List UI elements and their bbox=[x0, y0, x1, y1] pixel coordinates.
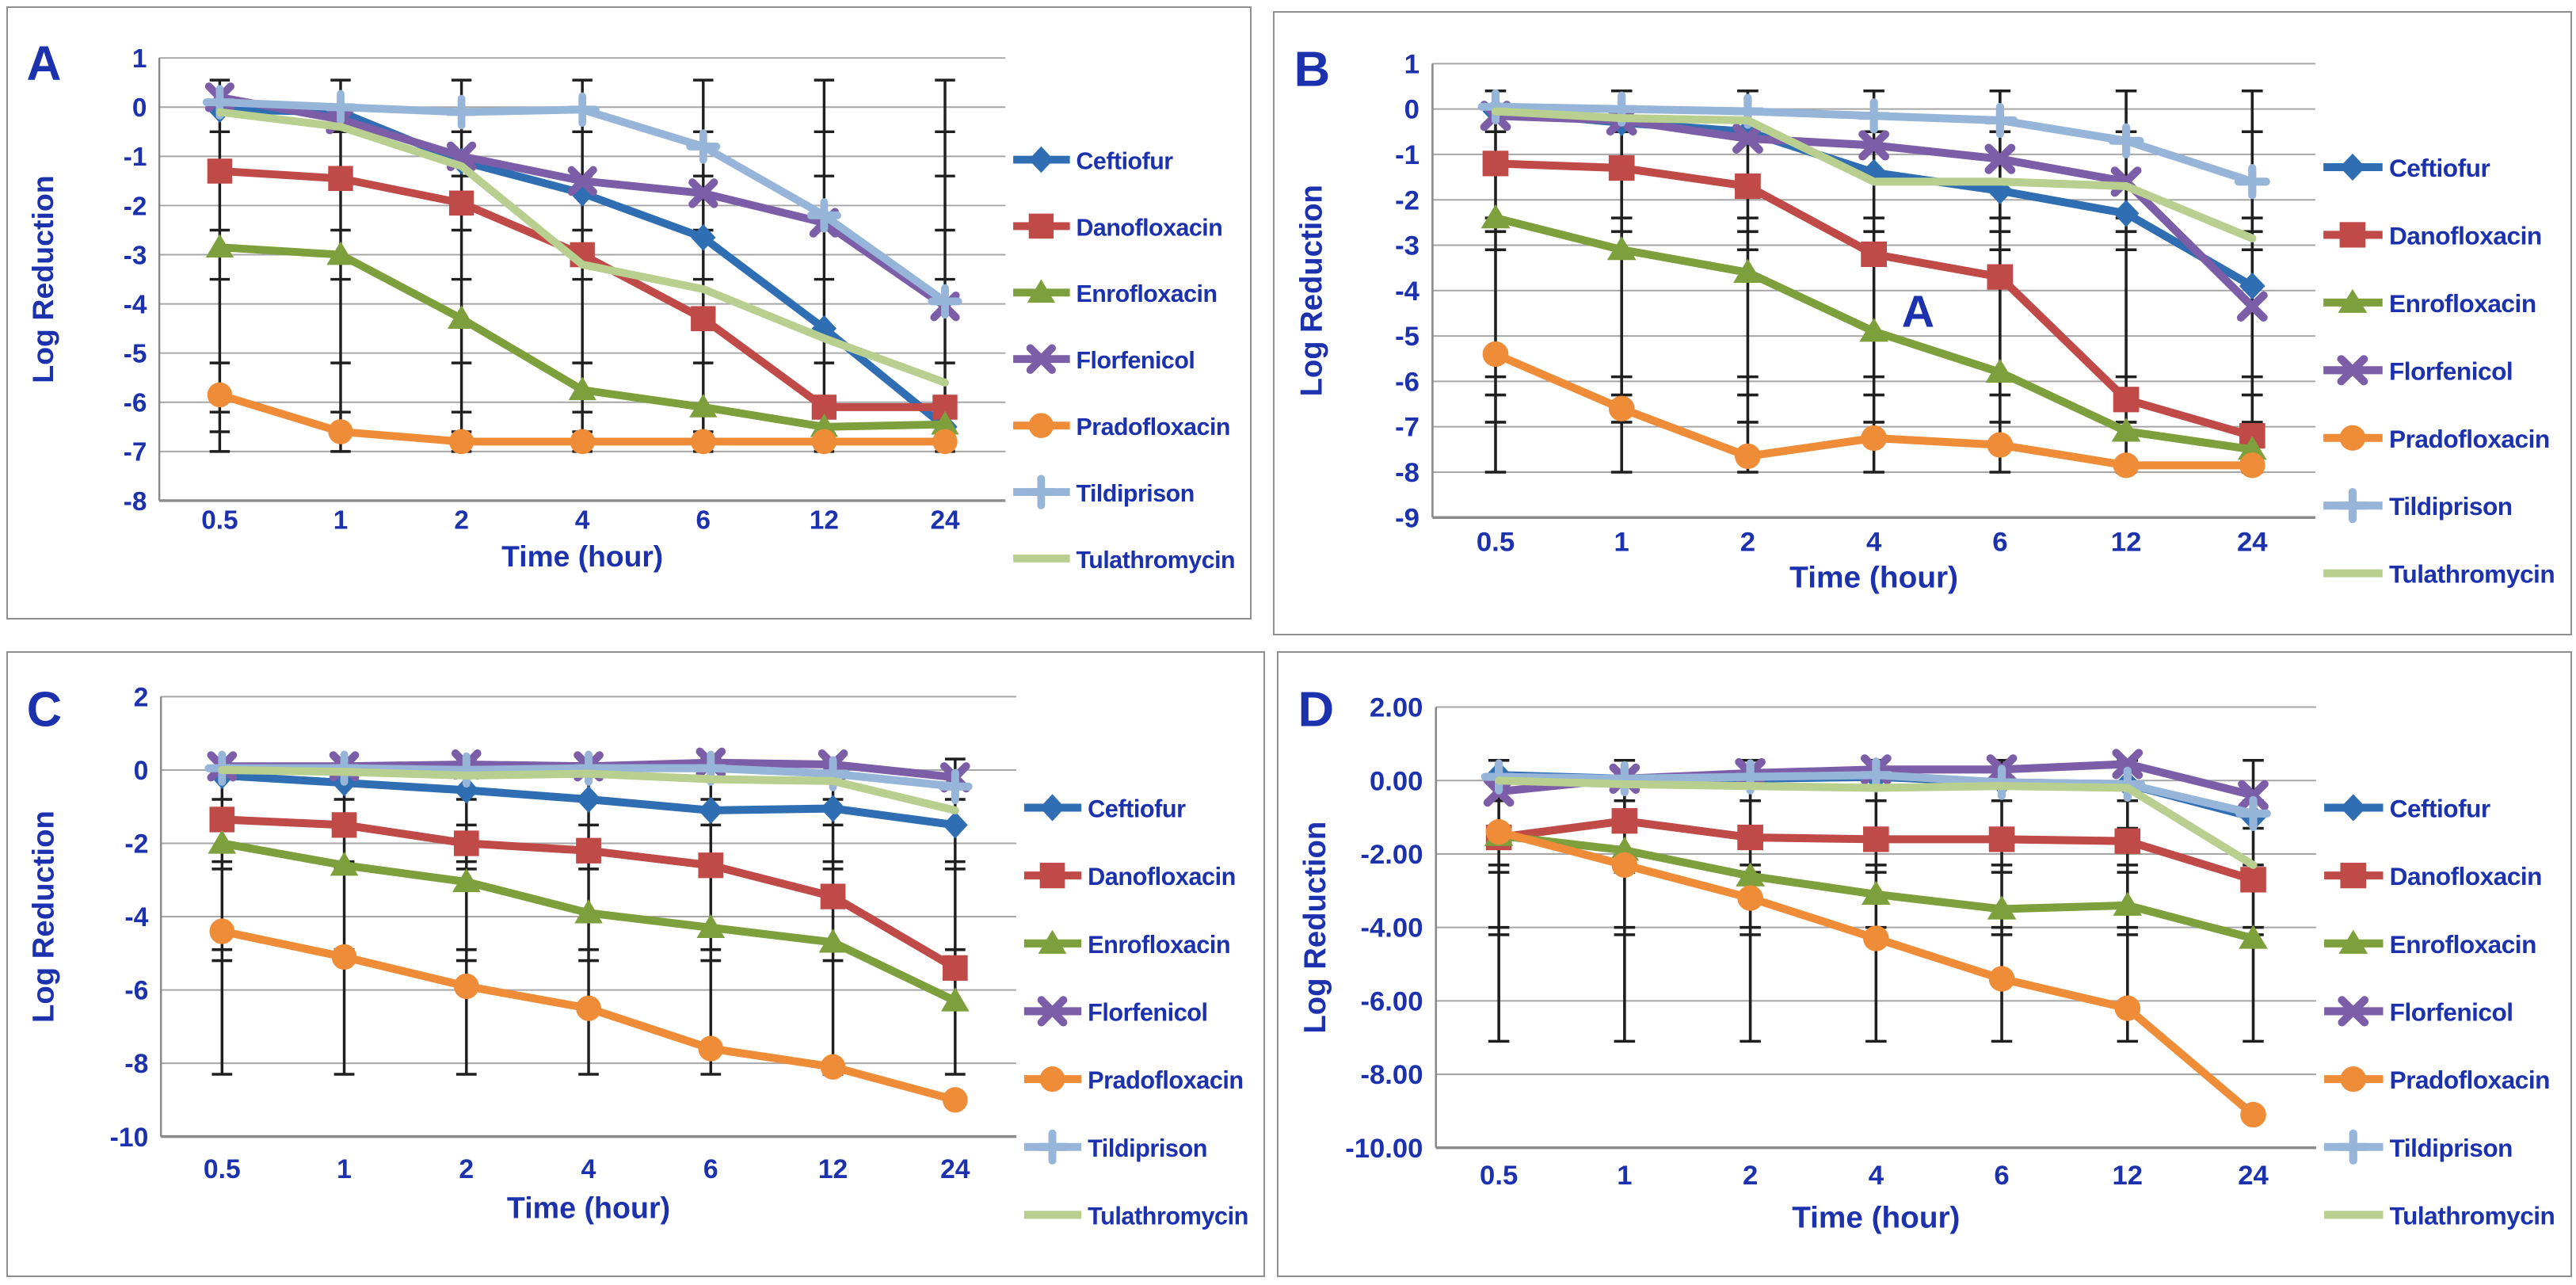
x-tick-label: 4 bbox=[574, 505, 590, 536]
legend-label: Danofloxacin bbox=[2389, 863, 2542, 891]
circle-marker-icon bbox=[1029, 413, 1054, 438]
x-tick-label: 2 bbox=[1742, 1161, 1759, 1192]
square-marker-icon bbox=[1863, 826, 1889, 852]
y-tick-label: -8 bbox=[124, 1048, 149, 1080]
legend-item-danofloxacin bbox=[2323, 222, 2542, 250]
legend-label: Enrofloxacin bbox=[2388, 290, 2536, 318]
y-tick-label: 0 bbox=[131, 93, 147, 124]
x-tick-label: 6 bbox=[1992, 527, 2008, 558]
square-marker-icon bbox=[332, 812, 357, 837]
panel-a bbox=[6, 6, 1252, 620]
legend-label: Ceftiofur bbox=[1076, 147, 1173, 175]
legend-label: Danofloxacin bbox=[1076, 214, 1223, 242]
y-tick-labels bbox=[124, 44, 147, 517]
legend-label: Enrofloxacin bbox=[1088, 930, 1231, 959]
legend-label: Danofloxacin bbox=[2388, 222, 2542, 250]
legend-item-tildiprison bbox=[1013, 479, 1195, 507]
square-marker-icon bbox=[2113, 387, 2140, 412]
square-marker-icon bbox=[1989, 826, 2015, 852]
x-axis-title: Time (hour) bbox=[501, 539, 664, 573]
y-tick-label: 1 bbox=[131, 44, 147, 74]
square-marker-icon bbox=[691, 306, 715, 331]
y-tick-labels bbox=[1395, 50, 1419, 534]
y-tick-label: -4 bbox=[1395, 276, 1420, 307]
circle-marker-icon bbox=[2240, 1102, 2266, 1127]
legend-label: Tulathromycin bbox=[2388, 560, 2555, 589]
y-tick-label: 0 bbox=[1404, 94, 1420, 125]
legend-label: Florfenicol bbox=[1088, 998, 1208, 1027]
y-tick-label: -3 bbox=[123, 241, 147, 271]
y-tick-label: 2 bbox=[133, 682, 149, 713]
x-tick-label: 1 bbox=[337, 1153, 352, 1185]
square-marker-icon bbox=[454, 830, 479, 856]
diamond-marker-icon bbox=[1040, 794, 1065, 821]
circle-marker-icon bbox=[1483, 341, 1509, 367]
diamond-marker-icon bbox=[698, 797, 723, 824]
plus-marker-icon bbox=[570, 97, 596, 124]
square-marker-icon bbox=[1735, 173, 1761, 199]
chart-a bbox=[8, 8, 1250, 618]
circle-marker-icon bbox=[1989, 966, 2015, 991]
legend-label: Tulathromycin bbox=[1088, 1202, 1248, 1230]
y-tick-label: -10.00 bbox=[1345, 1134, 1423, 1164]
legend-item-enrofloxacin bbox=[1013, 280, 1217, 308]
y-tick-label: -7 bbox=[1395, 412, 1420, 443]
circle-marker-icon bbox=[208, 383, 232, 408]
panel-d bbox=[1277, 651, 2572, 1277]
circle-marker-icon bbox=[1040, 1066, 1065, 1092]
y-tick-label: -6 bbox=[123, 388, 147, 418]
legend bbox=[2324, 794, 2555, 1230]
chart-b bbox=[1275, 13, 2570, 634]
square-marker-icon bbox=[2340, 222, 2366, 247]
panel-c bbox=[6, 651, 1265, 1277]
square-marker-icon bbox=[209, 806, 234, 832]
legend-item-danofloxacin bbox=[2324, 863, 2542, 890]
y-tick-label: -8 bbox=[123, 486, 147, 517]
diamond-marker-icon bbox=[1029, 147, 1054, 173]
legend-label: Pradofloxacin bbox=[2389, 1066, 2550, 1095]
circle-marker-icon bbox=[570, 429, 595, 455]
square-marker-icon bbox=[1737, 825, 1763, 850]
y-tick-label: 2.00 bbox=[1370, 692, 1423, 723]
y-axis-title: Log Reduction bbox=[1294, 185, 1329, 397]
legend-item-enrofloxacin bbox=[2323, 289, 2536, 318]
square-marker-icon bbox=[576, 838, 601, 864]
circle-marker-icon bbox=[1612, 852, 1638, 878]
legend-item-tulathromycin bbox=[2324, 1203, 2555, 1230]
legend-item-ceftiofur bbox=[2324, 794, 2490, 822]
square-marker-icon bbox=[1029, 214, 1054, 239]
square-marker-icon bbox=[1987, 265, 2014, 290]
x-tick-label: 4 bbox=[1865, 527, 1882, 558]
panel-b bbox=[1273, 11, 2572, 635]
panel-letter: B bbox=[1294, 41, 1331, 97]
square-marker-icon bbox=[208, 158, 232, 184]
circle-marker-icon bbox=[2340, 425, 2366, 451]
x-tick-label: 6 bbox=[1994, 1161, 2010, 1192]
y-tick-label: -7 bbox=[123, 437, 147, 467]
panel-letter: D bbox=[1298, 682, 1335, 738]
y-axis-title: Log Reduction bbox=[27, 810, 61, 1023]
legend-item-tildiprison bbox=[2323, 492, 2513, 520]
circle-marker-icon bbox=[821, 1054, 846, 1080]
y-tick-label: -2.00 bbox=[1360, 840, 1423, 870]
x-tick-label: 1 bbox=[1617, 1161, 1633, 1192]
x-tick-label: 0.5 bbox=[203, 1153, 241, 1185]
y-tick-label: -4 bbox=[124, 902, 149, 933]
y-tick-label: -10 bbox=[109, 1122, 149, 1153]
square-marker-icon bbox=[943, 955, 968, 981]
legend-item-tulathromycin bbox=[2323, 561, 2555, 589]
diamond-marker-icon bbox=[943, 811, 968, 838]
circle-marker-icon bbox=[209, 918, 234, 944]
chart-c bbox=[8, 653, 1263, 1275]
y-tick-label: -3 bbox=[1395, 231, 1420, 261]
circle-marker-icon bbox=[2340, 1066, 2366, 1092]
chart-d bbox=[1278, 653, 2570, 1275]
square-marker-icon bbox=[1483, 151, 1509, 176]
legend-item-ceftiofur bbox=[1024, 794, 1186, 822]
x-tick-label: 24 bbox=[2238, 1161, 2269, 1192]
square-marker-icon bbox=[698, 852, 723, 878]
circle-marker-icon bbox=[1486, 819, 1512, 845]
circle-marker-icon bbox=[812, 429, 836, 455]
diamond-marker-icon bbox=[2340, 154, 2366, 181]
x-axis-title: Time (hour) bbox=[1789, 560, 1959, 595]
plot-annotation: A bbox=[1901, 288, 1935, 337]
y-tick-label: 1 bbox=[1404, 49, 1420, 80]
legend bbox=[2323, 154, 2555, 589]
square-marker-icon bbox=[2340, 863, 2366, 888]
y-tick-label: -5 bbox=[1395, 322, 1420, 353]
circle-marker-icon bbox=[454, 974, 479, 999]
legend-label: Ceftiofur bbox=[1088, 795, 1186, 823]
x-tick-label: 0.5 bbox=[201, 505, 238, 536]
circle-marker-icon bbox=[932, 429, 957, 455]
legend-item-ceftiofur bbox=[2323, 154, 2490, 182]
legend-label: Tildiprison bbox=[2388, 493, 2513, 521]
legend-label: Tildiprison bbox=[2389, 1134, 2513, 1162]
circle-marker-icon bbox=[1861, 425, 1887, 451]
legend-label: Florfenicol bbox=[2389, 998, 2513, 1027]
square-marker-icon bbox=[449, 191, 474, 216]
circle-marker-icon bbox=[1735, 444, 1761, 469]
legend-item-pradofloxacin bbox=[2323, 425, 2550, 453]
x-tick-labels bbox=[1480, 1161, 2269, 1191]
circle-marker-icon bbox=[1987, 433, 2014, 458]
x-tick-label: 12 bbox=[809, 505, 839, 536]
y-tick-label: -6.00 bbox=[1360, 986, 1423, 1017]
x-tick-label: 12 bbox=[2112, 1161, 2143, 1192]
x-tick-label: 1 bbox=[1614, 527, 1629, 558]
y-tick-label: -8.00 bbox=[1360, 1060, 1423, 1091]
y-tick-label: -4 bbox=[123, 290, 147, 320]
plus-marker-icon bbox=[2239, 168, 2266, 195]
y-tick-label: -4.00 bbox=[1360, 913, 1423, 944]
circle-marker-icon bbox=[449, 429, 474, 455]
square-marker-icon bbox=[1040, 863, 1065, 888]
y-tick-label: -1 bbox=[1395, 140, 1420, 170]
legend-label: Danofloxacin bbox=[1088, 863, 1236, 891]
legend bbox=[1013, 147, 1235, 574]
y-tick-labels bbox=[1345, 693, 1423, 1164]
legend-item-enrofloxacin bbox=[1024, 930, 1230, 959]
x-tick-label: 0.5 bbox=[1480, 1161, 1519, 1192]
y-tick-label: -2 bbox=[124, 829, 149, 860]
square-marker-icon bbox=[328, 166, 352, 191]
legend-item-pradofloxacin bbox=[1013, 413, 1230, 440]
panel-letter: C bbox=[26, 682, 63, 738]
legend-label: Tildiprison bbox=[1088, 1134, 1208, 1162]
x-tick-label: 0.5 bbox=[1476, 527, 1515, 558]
legend-label: Enrofloxacin bbox=[1076, 280, 1218, 308]
legend-item-florfenicol bbox=[1024, 998, 1208, 1026]
y-tick-label: 0.00 bbox=[1370, 766, 1423, 797]
circle-marker-icon bbox=[2239, 452, 2265, 478]
legend-label: Pradofloxacin bbox=[1076, 413, 1230, 441]
plus-marker-icon bbox=[1039, 1134, 1066, 1161]
plus-marker-icon bbox=[2339, 1134, 2367, 1161]
square-marker-icon bbox=[1612, 808, 1638, 833]
y-tick-label: -6 bbox=[124, 975, 149, 1006]
legend-label: Enrofloxacin bbox=[2389, 931, 2536, 959]
legend-label: Ceftiofur bbox=[2389, 795, 2490, 823]
x-tick-label: 4 bbox=[581, 1153, 596, 1185]
circle-marker-icon bbox=[1863, 925, 1889, 951]
circle-marker-icon bbox=[1609, 396, 1635, 421]
plus-marker-icon bbox=[1986, 107, 2014, 134]
y-tick-label: -2 bbox=[123, 192, 147, 222]
y-tick-label: -6 bbox=[1395, 367, 1420, 398]
y-tick-label: -2 bbox=[1395, 185, 1420, 216]
x-tick-label: 24 bbox=[940, 1153, 970, 1185]
y-tick-label: -1 bbox=[123, 143, 147, 173]
legend-item-enrofloxacin bbox=[2324, 930, 2536, 959]
legend-label: Tildiprison bbox=[1076, 479, 1195, 507]
triangle-marker-icon bbox=[1481, 204, 1511, 228]
circle-marker-icon bbox=[332, 944, 357, 970]
x-tick-label: 2 bbox=[454, 505, 469, 536]
y-tick-label: 0 bbox=[133, 755, 149, 787]
legend-item-tildiprison bbox=[1024, 1134, 1207, 1162]
legend-item-danofloxacin bbox=[1024, 863, 1236, 890]
circle-marker-icon bbox=[1737, 885, 1763, 910]
legend-label: Ceftiofur bbox=[2388, 154, 2490, 182]
circle-marker-icon bbox=[576, 996, 601, 1021]
circle-marker-icon bbox=[691, 429, 715, 455]
legend-label: Florfenicol bbox=[2388, 357, 2513, 386]
diamond-marker-icon bbox=[576, 786, 601, 813]
square-marker-icon bbox=[1861, 242, 1887, 267]
plus-marker-icon bbox=[2339, 492, 2367, 519]
x-tick-label: 6 bbox=[695, 505, 711, 536]
x-tick-label: 6 bbox=[703, 1153, 718, 1185]
x-tick-label: 24 bbox=[930, 505, 960, 536]
x-axis-title: Time (hour) bbox=[506, 1192, 671, 1226]
square-marker-icon bbox=[1609, 155, 1635, 181]
x-axis-title: Time (hour) bbox=[1792, 1200, 1961, 1235]
panel-letter: A bbox=[26, 36, 62, 90]
y-tick-labels bbox=[110, 682, 149, 1153]
y-tick-label: -9 bbox=[1395, 503, 1420, 534]
circle-marker-icon bbox=[943, 1087, 968, 1112]
legend-item-ceftiofur bbox=[1013, 147, 1173, 175]
x-tick-label: 12 bbox=[2110, 527, 2142, 558]
circle-marker-icon bbox=[698, 1035, 723, 1061]
x-tick-labels bbox=[204, 1154, 970, 1184]
x-tick-label: 1 bbox=[333, 505, 349, 536]
square-marker-icon bbox=[2114, 829, 2140, 854]
circle-marker-icon bbox=[2113, 452, 2140, 478]
plus-marker-icon bbox=[448, 99, 474, 126]
legend-label: Pradofloxacin bbox=[1088, 1066, 1244, 1095]
square-marker-icon bbox=[2240, 867, 2266, 892]
plus-marker-icon bbox=[1028, 479, 1054, 505]
y-axis-title: Log Reduction bbox=[1298, 821, 1333, 1034]
circle-marker-icon bbox=[2114, 996, 2140, 1021]
x-tick-label: 24 bbox=[2236, 527, 2268, 558]
x-tick-label: 12 bbox=[817, 1153, 848, 1185]
circle-marker-icon bbox=[328, 419, 352, 444]
legend-label: Florfenicol bbox=[1076, 346, 1195, 375]
x-tick-labels bbox=[201, 505, 960, 535]
y-tick-label: -8 bbox=[1395, 458, 1420, 488]
diamond-marker-icon bbox=[2340, 794, 2366, 821]
legend-item-tulathromycin bbox=[1024, 1202, 1248, 1230]
x-tick-label: 4 bbox=[1868, 1161, 1884, 1192]
legend-item-florfenicol bbox=[2324, 999, 2513, 1027]
legend-item-tulathromycin bbox=[1013, 547, 1235, 574]
legend-item-florfenicol bbox=[2323, 358, 2513, 386]
legend-label: Tulathromycin bbox=[2389, 1202, 2555, 1230]
legend-label: Pradofloxacin bbox=[2388, 425, 2550, 453]
legend bbox=[1024, 794, 1248, 1230]
legend-label: Tulathromycin bbox=[1076, 546, 1236, 574]
y-tick-label: -5 bbox=[123, 339, 147, 369]
x-tick-labels bbox=[1477, 528, 2268, 558]
legend-item-danofloxacin bbox=[1013, 214, 1222, 242]
y-axis-title: Log Reduction bbox=[25, 175, 59, 383]
x-tick-label: 2 bbox=[1740, 527, 1756, 558]
x-tick-label: 2 bbox=[459, 1153, 474, 1185]
legend-item-pradofloxacin bbox=[2324, 1066, 2550, 1094]
legend-item-pradofloxacin bbox=[1024, 1066, 1244, 1094]
legend-item-tildiprison bbox=[2324, 1134, 2513, 1162]
plus-marker-icon bbox=[1860, 102, 1888, 129]
square-marker-icon bbox=[821, 883, 846, 909]
legend-item-florfenicol bbox=[1013, 347, 1195, 374]
